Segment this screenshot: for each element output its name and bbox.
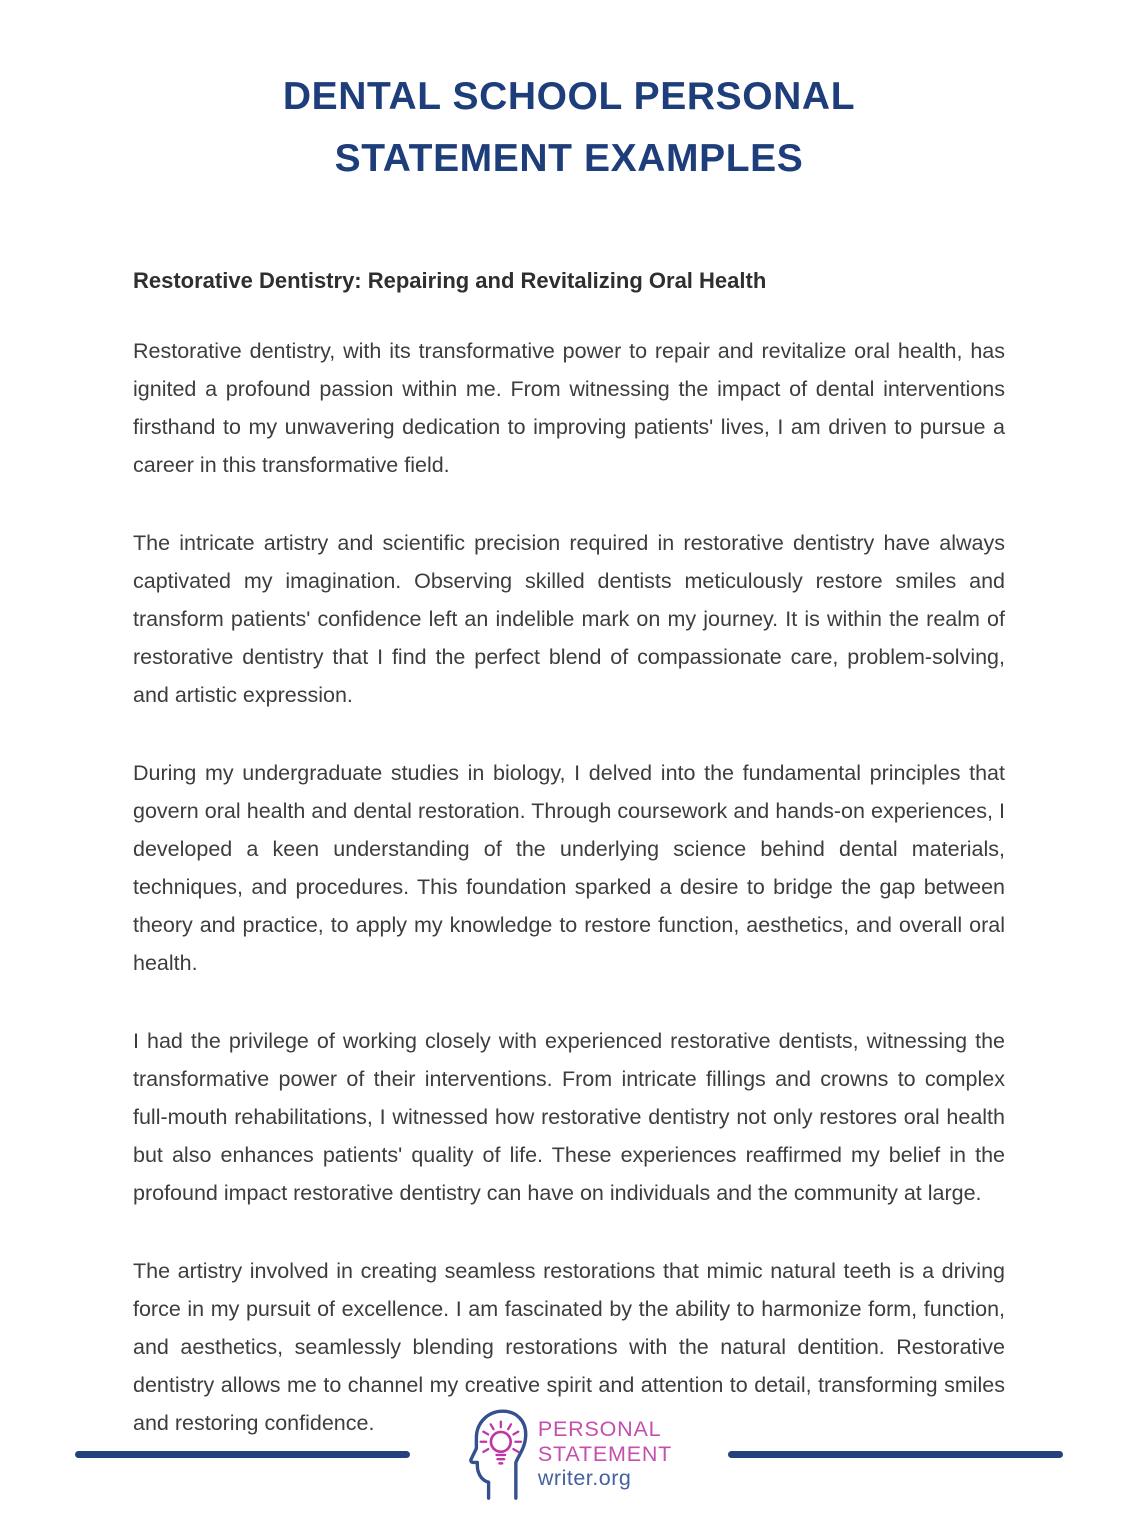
footer-rule-left [75, 1451, 410, 1458]
brand-logo[interactable] [466, 1407, 672, 1501]
logo-text [538, 1417, 672, 1492]
logo-text-personal: PERSONAL [537, 1416, 662, 1441]
footer-rule-right [728, 1451, 1063, 1458]
logo-text-statement: STATEMENT [537, 1441, 673, 1466]
paragraph-1: Restorative dentistry, with its transformative power to repair and revitalize oral health, has ignited a profound passion within me. From witnessing the impact of dental interventions firsthand to my unwavering dedication to improving patients' lives, I am driven to pursue a career in this transformative field. [133, 339, 1005, 477]
paragraph-3: During my undergraduate studies in biology, I delved into the fundamental principles that govern oral health and dental restoration. Through coursework and hands-on experiences, I developed a keen understanding of the underlying science behind dental materials, techniques, and procedures. This foundation sparked a desire to bridge the gap between theory and practice, to apply my knowledge to restore function, aesthetics, and overall oral health. [133, 761, 1005, 975]
section-heading: Restorative Dentistry: Repairing and Revitalizing Oral Health [133, 268, 767, 293]
head-lightbulb-icon [466, 1407, 530, 1501]
logo-text-writer-org: writer.org [537, 1466, 632, 1491]
footer [0, 1398, 1138, 1510]
page-title [0, 66, 1138, 190]
page-title-line-2: STATEMENT EXAMPLES [334, 137, 804, 180]
paragraph-4: I had the privilege of working closely with experienced restorative dentists, witnessing the transformative power of their interventions. From intricate fillings and crowns to complex full-mouth rehabilitations, I witnessed how restorative dentistry not only restores oral health but also enhances patients' quality of life. These experiences reaffirmed my belief in the profound impact restorative dentistry can have on individuals and the community at large. [133, 1029, 1005, 1205]
document-body [133, 268, 1005, 1442]
page-title-line-1: DENTAL SCHOOL PERSONAL [282, 75, 856, 118]
paragraph-5: The artistry involved in creating seamless restorations that mimic natural teeth is a driving force in my pursuit of excellence. I am fascinated by the ability to harmonize form, function, and aesthetics, seamlessly blending restorations with the natural dentition. Restorative dentistry allows me to channel my creative spirit and attention to detail, transforming smiles and restoring confidence. [133, 1259, 1005, 1435]
paragraph-2: The intricate artistry and scientific precision required in restorative dentistry have always captivated my imagination. Observing skilled dentists meticulously restore smiles and transform patients' confidence left an indelible mark on my journey. It is within the realm of restorative dentistry that I find the perfect blend of compassionate care, problem-solving, and artistic expression. [133, 531, 1005, 707]
